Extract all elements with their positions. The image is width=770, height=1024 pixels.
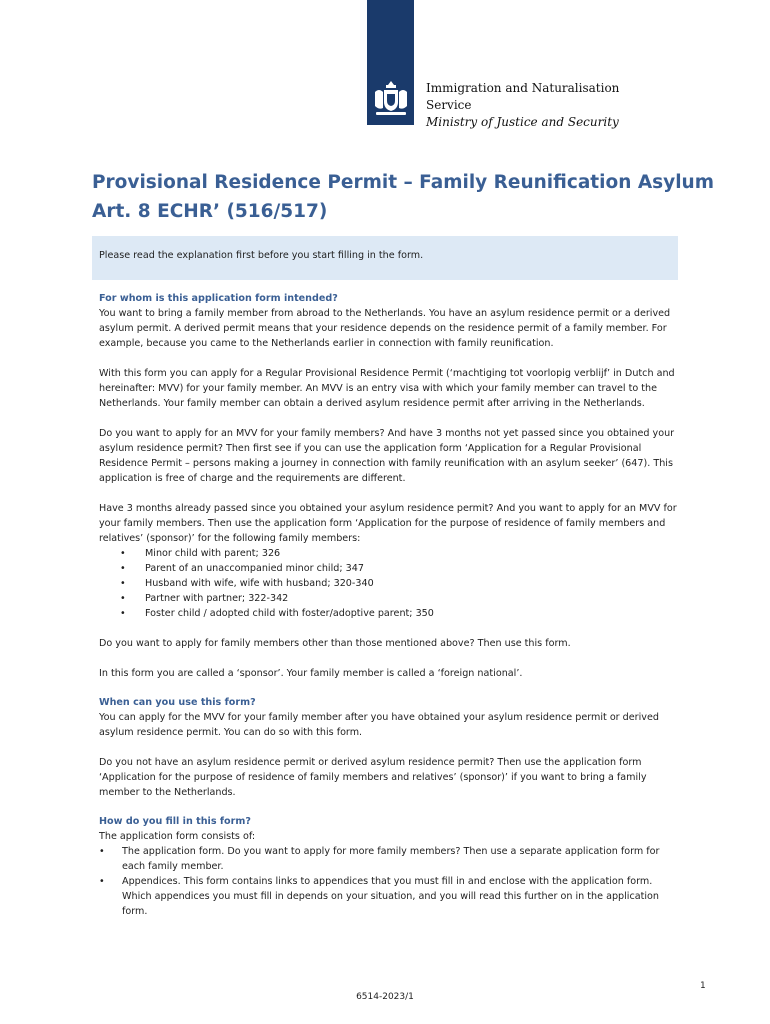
list-item: • Partner with partner; 322-342 [99,591,679,606]
section-heading-how: How do you fill in this form? [99,816,251,827]
ministry-name: Ministry of Justice and Security [426,115,619,129]
notice-text: Please read the explanation first before you start filling in the form. [99,250,424,261]
paragraph: The application form consists of: [99,831,256,842]
list-item: • Husband with wife, wife with husband; 320-340 [99,576,679,591]
page-title: Provisional Residence Permit – Family Reunification Asylum Art. 8 ECHR’ (516/517) [92,172,714,222]
list-item: • Foster child / adopted child with foster/adoptive parent; 350 [99,606,679,621]
section-heading-for-whom: For whom is this application form intended? [99,293,338,304]
org-name-line2: Service [426,98,472,112]
document-body [99,292,679,919]
paragraph: Do you not have an asylum residence permit or derived asylum residence permit? Then use the application form ‘Application for the purpose of residence of family members and relatives’ (sponsor)’ if you want to bring a family member to the Netherlands. [99,757,647,798]
org-name-line1: Immigration and Naturalisation [426,81,620,95]
organisation-logo-text [426,80,619,131]
list-item: • Minor child with parent; 326 [99,546,679,561]
family-members-list [99,546,679,621]
paragraph: You want to bring a family member from abroad to the Netherlands. You have an asylum residence permit or a derived asylum permit. A derived permit means that your residence depends on the residence permit of a family member. For example, because you came to the Netherlands earlier in connection with family reunification. [99,308,671,349]
notice-box [92,236,678,280]
paragraph: Have 3 months already passed since you obtained your asylum residence permit? And you want to apply for an MVV for your family members. Then use the application form ‘Application for the purpose of residence of family members and relatives’ (sponsor)’ for the following family members: [99,503,677,544]
paragraph: You can apply for the MVV for your family member after you have obtained your asylum residence permit or derived asylum residence permit. You can do so with this form. [99,712,659,738]
document-code: 6514-2023/1 [356,992,414,1002]
form-parts-list [99,844,679,919]
page-number: 1 [700,981,706,991]
paragraph: Do you want to apply for family members other than those mentioned above? Then use this form. [99,638,571,649]
list-item: • Parent of an unaccompanied minor child; 347 [99,561,679,576]
paragraph: With this form you can apply for a Regular Provisional Residence Permit (‘machtiging tot voorlopig verblijf’ in Dutch and hereinafter: MVV) for your family member. An MVV is an entry visa with which your family member can travel to the Netherlands. Your family member can obtain a derived asylum residence permit after arriving in the Netherlands. [99,368,675,409]
section-heading-when: When can you use this form? [99,697,256,708]
list-item: • Appendices. This form contains links to appendices that you must fill in and enclose with the application form. Which appendices you must fill in depends on your situation, and you will read this further on in the application form. [99,874,679,919]
paragraph: In this form you are called a ‘sponsor’. Your family member is called a ‘foreign national’. [99,668,523,679]
list-item: • The application form. Do you want to apply for more family members? Then use a separate application form for each family member. [99,844,679,874]
coat-of-arms-icon [372,78,410,118]
paragraph: Do you want to apply for an MVV for your family members? And have 3 months not yet passed since you obtained your asylum residence permit? Then first see if you can use the application form ‘Application for a Regular Provisional Residence Permit – persons making a journey in connection with family reunification with an asylum seeker’ (647). This application is free of charge and the requirements are different. [99,428,675,484]
